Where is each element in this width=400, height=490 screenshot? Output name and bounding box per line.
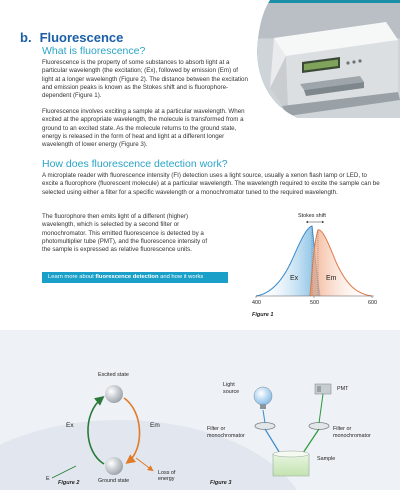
fig2-e-label: E [46, 476, 50, 482]
excited-sphere [105, 385, 123, 403]
filter-left-label: Filter or monochromator [207, 426, 245, 439]
em-label: Em [326, 275, 337, 282]
emission-area [310, 230, 372, 296]
cta-suffix: and how it works [158, 274, 204, 280]
cta-prefix: Learn more about [48, 274, 96, 280]
spectra-svg [248, 212, 378, 312]
section-number: b. [20, 30, 32, 45]
how-heading: How does fluorescence detection work? [42, 158, 228, 170]
light-source-label: Light source [223, 382, 240, 395]
figure1-spectra [248, 212, 378, 312]
ground-state-label: Ground state [98, 478, 130, 484]
how-paragraph-1: A microplate reader with fluorescence intensity (FI) detection uses a light source, usually a xenon flash lamp or LED, to excite a fluorophore (fluorescent molecule) at a particular wavelength. The wavelength required to excite the sample can be selected using either a filter for a specific wavelength or a monochromator tuned to the required wavelength. [42, 172, 380, 196]
sample-label: Sample [317, 456, 336, 462]
sample-well [273, 454, 309, 476]
section-title-text: Fluorescence [39, 30, 124, 45]
figure2-diagram [40, 370, 190, 490]
light-bulb [254, 387, 272, 405]
excitation-arrow [88, 398, 104, 464]
x-tick-500: 500 [310, 300, 319, 306]
what-heading: What is fluorescence? [42, 45, 146, 57]
loss-of-energy-label: Loss of energy [158, 470, 176, 482]
filter-right [309, 423, 329, 430]
emission-arrow [124, 398, 140, 462]
figure1-caption: Figure 1 [252, 312, 274, 318]
ex-label: Ex [290, 275, 299, 282]
figure3-caption: Figure 3 [210, 480, 232, 486]
what-paragraph-2: Fluorescence involves exciting a sample at a particular wavelength. When excited at the appropriate wavelength, the molecule is transformed from a ground to an excited state. As the molecule returns to the ground state, energy is released in the form of heat and light at a different longer wavelength of lower energy (Figure 3). [42, 108, 245, 149]
figure2-caption: Figure 2 [58, 480, 80, 486]
figure3-diagram [205, 376, 395, 486]
pmt-label: PMT [337, 386, 349, 392]
what-paragraph-1: Fluorescence is the property of some substances to absorb light at a particular wavelength (the excitation; (Ex), followed by emission (Em) of light at a longer wavelength (Figure 2). The distance between the excitation and emission peaks is known as the Stokes shift and is fluorophore-dependent (Figure 1). [42, 59, 248, 100]
excited-state-label: Excited state [98, 372, 129, 378]
x-tick-600: 600 [368, 300, 377, 306]
section-title [20, 30, 123, 45]
instrument-photo [248, 0, 400, 118]
fig2-em-label: Em [150, 422, 160, 429]
ground-sphere [105, 457, 123, 475]
stokes-shift-label: Stokes shift [298, 213, 326, 219]
fig2-ex-label: Ex [66, 422, 74, 429]
filter-left [255, 423, 275, 430]
loss-arrow [136, 458, 152, 470]
filter-right-label: Filter or monochromator [333, 426, 371, 439]
x-tick-400: 400 [252, 300, 261, 306]
how-paragraph-2: The fluorophore then emits light of a different (higher) wavelength, which is selected by a second filter or monochromator. This emitted fluorescence is detected by a photomultiplier tube (PMT), and the fluorescence intensity of the sample is expressed as relative fluorescence units. [42, 213, 208, 254]
learn-more-link[interactable] [42, 272, 228, 283]
cta-bold: fluorescence detection [95, 274, 159, 280]
bottom-figures-panel [0, 330, 400, 490]
